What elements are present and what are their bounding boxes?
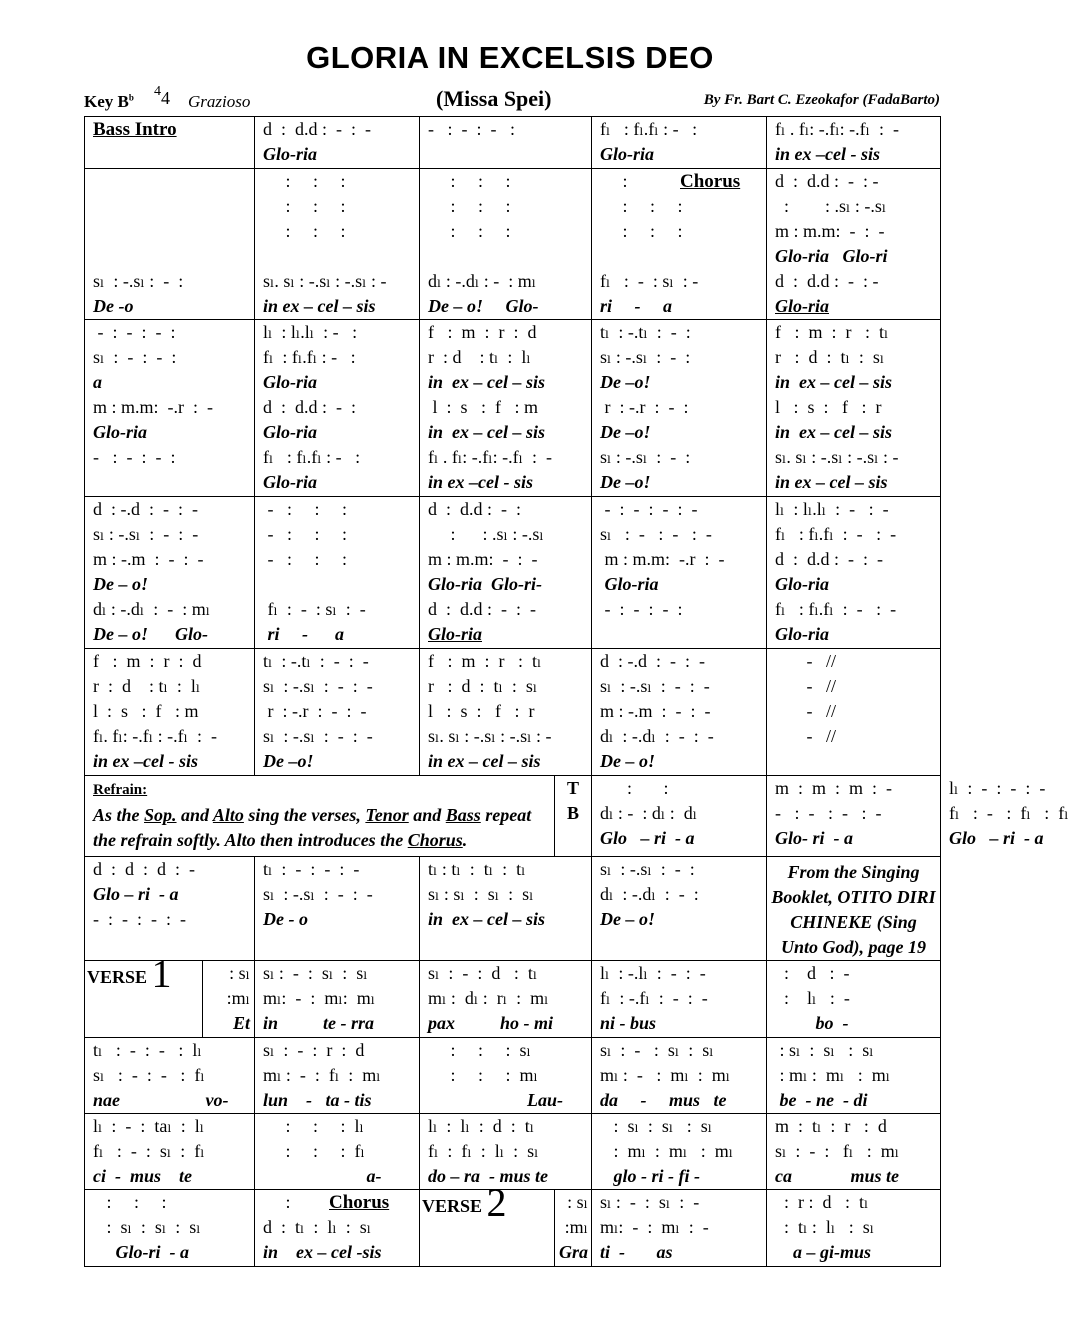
solfa-line: - // xyxy=(775,676,836,696)
solfa-line: sₗ : - : - : xyxy=(93,347,177,367)
solfa-line xyxy=(263,244,419,269)
solfa-line: sₗ : - : - : fₗ xyxy=(93,1065,205,1085)
score-cell xyxy=(420,857,592,961)
score-cell xyxy=(85,857,255,961)
solfa-line: d : d.d : - : - xyxy=(428,599,536,619)
solfa-line: - : - : - : xyxy=(600,599,683,619)
score-cell xyxy=(555,1190,592,1267)
score-cell xyxy=(420,117,592,169)
solfa-line xyxy=(93,219,254,244)
solfa-line: : sₗ xyxy=(224,963,250,983)
solfa-line xyxy=(93,244,254,269)
lyric-line: Et xyxy=(232,1013,250,1033)
score-cell xyxy=(420,649,592,776)
solfa-line: - : - : - : - xyxy=(775,803,882,823)
solfa-line: - : - : - : xyxy=(428,119,515,139)
score-header xyxy=(84,86,940,116)
lyric-line: Glo-ria Glo-ri xyxy=(775,246,888,266)
solfa-line: lₗ : lₗ.lₗ : - : - xyxy=(775,499,889,519)
page-title: GLORIA IN EXCELSIS DEO xyxy=(306,40,714,75)
solfa-line: - : - : - : xyxy=(93,322,176,342)
solfa-line: sₗ : -.sₗ : - : xyxy=(600,347,691,367)
score-cell xyxy=(255,320,420,497)
solfa-line: tₗ : tₗ : tₗ : tₗ xyxy=(428,859,526,879)
solfa-line: sₗ. sₗ : -.sₗ : -.sₗ : - xyxy=(775,447,899,467)
score-cell xyxy=(592,776,767,857)
solfa-line: - : : : xyxy=(263,499,347,519)
solfa-line: : : .sₗ : -.sₗ xyxy=(428,524,544,544)
solfa-line: : : : xyxy=(263,171,346,191)
solfa-line: sₗ : -.sₗ : - : - xyxy=(600,676,710,696)
lyric-line: De - o xyxy=(263,909,308,929)
score-row xyxy=(85,961,941,1038)
solfa-line: :mₗ xyxy=(560,1217,588,1237)
solfa-line: r : -.r : - : xyxy=(600,397,689,417)
lyric-line: Glo – ri - a xyxy=(93,884,179,904)
score-cell xyxy=(85,169,255,320)
solfa-line: mₗ : - : mₗ : mₗ xyxy=(600,1065,731,1085)
score-row xyxy=(85,117,941,169)
lyric-line: De – o! xyxy=(600,751,655,771)
solfa-line: fₗ. fₗ: -.fₗ : -.fₗ : - xyxy=(93,726,217,746)
lyric-line: Glo-ria xyxy=(775,624,829,644)
time-signature: $^4$4 xyxy=(154,84,170,108)
lyric-line: Glo-ria xyxy=(263,372,317,392)
solfa-line xyxy=(600,244,766,269)
score-cell xyxy=(203,961,255,1038)
bass-intro-label: Bass Intro xyxy=(93,119,177,140)
score-cell xyxy=(420,1114,592,1190)
lyric-line: Glo-ria xyxy=(93,422,147,442)
verse-2-label: VERSE 2 xyxy=(420,1190,555,1267)
solfa-line: : sₗ : sₗ : sₗ xyxy=(775,1040,874,1060)
solfa-score-table xyxy=(84,116,1069,1267)
lyric-line: in ex – cel -sis xyxy=(263,1242,382,1262)
solfa-line: : : : mₗ xyxy=(428,1065,538,1085)
score-cell xyxy=(767,169,941,320)
lyric-line: a- xyxy=(263,1166,382,1186)
solfa-line: tₗ : - : - : lₗ xyxy=(93,1040,202,1060)
score-cell xyxy=(420,169,592,320)
solfa-line: sₗ : - : d : tₗ xyxy=(428,963,538,983)
solfa-line: : sₗ xyxy=(562,1192,588,1212)
solfa-line: : lₗ : - xyxy=(775,988,850,1008)
solfa-line: m : -.m : - : - xyxy=(93,549,204,569)
solfa-line: r : d : tₗ : sₗ xyxy=(775,347,885,367)
score-cell xyxy=(767,1038,941,1114)
score-cell xyxy=(592,649,767,776)
solfa-line: r : -.r : - : - xyxy=(263,701,367,721)
score-row xyxy=(85,320,941,497)
score-row xyxy=(85,497,941,649)
lyric-line: De -o xyxy=(93,296,134,316)
lyric-line: in ex –cel - sis xyxy=(93,751,198,771)
lyric-line: in ex – cel – sis xyxy=(775,422,892,442)
solfa-line: d : d.d : - : - xyxy=(775,271,879,291)
solfa-line: fₗ : fₗ : lₗ : sₗ xyxy=(428,1141,539,1161)
score-cell xyxy=(420,961,592,1038)
chorus-marker: Chorus xyxy=(329,1192,390,1213)
lyric-line: Glo-ria xyxy=(600,574,659,594)
chorus-marker: Chorus xyxy=(680,171,741,192)
score-cell xyxy=(592,857,767,961)
score-row xyxy=(85,857,941,961)
lyric-line: De – o! Glo- xyxy=(93,624,208,644)
solfa-line: sₗ. sₗ : -.sₗ : -.sₗ : - xyxy=(263,271,387,291)
solfa-line: d : d.d : - : xyxy=(263,397,356,417)
solfa-line: sₗ : -.sₗ : - : - xyxy=(93,524,199,544)
solfa-line: d : d : d : - xyxy=(93,859,195,879)
solfa-line: fₗ : - : sₗ : - xyxy=(263,599,366,619)
lyric-line: in ex – cel – sis xyxy=(775,472,888,492)
solfa-line: d : d.d : - : - xyxy=(775,549,883,569)
tenor-bass-marker xyxy=(555,776,592,857)
solfa-line: lₗ : lₗ.lₗ : - : xyxy=(263,322,358,342)
lyric-line: in ex – cel – sis xyxy=(428,751,541,771)
solfa-line: : mₗ : mₗ : mₗ xyxy=(600,1141,734,1161)
solfa-line: dₗ : -.dₗ : - : mₗ xyxy=(93,599,211,619)
subtitle: (Missa Spei) xyxy=(436,86,552,111)
solfa-line: mₗ: - : mₗ : - xyxy=(600,1217,709,1237)
lyric-line: Glo-ria xyxy=(428,624,482,644)
score-row xyxy=(85,1190,941,1267)
lyric-line: Glo-ria xyxy=(263,422,317,442)
solfa-line: : d : - xyxy=(775,963,850,983)
solfa-line: m : m : m : - xyxy=(775,778,892,798)
lyric-line: Gra xyxy=(558,1242,588,1262)
solfa-line: dₗ : - : dₗ : dₗ xyxy=(600,803,698,823)
lyric-line: Lau- xyxy=(428,1090,563,1110)
solfa-line: dₗ : -.dₗ : - : xyxy=(600,884,699,904)
solfa-line: d : d.d : - : - xyxy=(775,171,879,191)
solfa-line: : mₗ : mₗ : mₗ xyxy=(775,1065,891,1085)
solfa-line: sₗ : -.sₗ : - : - xyxy=(263,676,373,696)
solfa-line: r : d : tₗ : sₗ xyxy=(428,676,538,696)
solfa-line: dₗ : -.dₗ : - : mₗ xyxy=(428,271,537,291)
solfa-line: : : : xyxy=(263,221,346,241)
solfa-line: m : -.m : - : - xyxy=(600,701,711,721)
solfa-line: : : : sₗ xyxy=(428,1040,531,1060)
solfa-line: tₗ : - : - : - xyxy=(263,859,360,879)
source-note: From the Singing Booklet, OTITO DIRI CHINEKE (Sing Unto God), page 19 xyxy=(767,857,941,961)
key-signature: Key $B^b$ xyxy=(84,92,134,111)
tenor-label: T xyxy=(566,778,579,798)
lyric-line: pax ho - mi xyxy=(428,1013,554,1033)
lyric-line: da - mus te xyxy=(600,1090,727,1110)
solfa-line: sₗ : sₗ : sₗ : sₗ xyxy=(428,884,534,904)
score-cell xyxy=(592,117,767,169)
solfa-line xyxy=(93,169,254,194)
solfa-line: : xyxy=(600,171,628,191)
solfa-line: lₗ : - : taₗ : lₗ xyxy=(93,1116,205,1136)
solfa-line: sₗ : - : sₗ : sₗ xyxy=(600,1040,714,1060)
solfa-line: m : m.m: - : - xyxy=(775,221,885,241)
lyric-line: Glo-ria xyxy=(775,296,829,316)
solfa-line: tₗ : -.tₗ : - : xyxy=(600,322,691,342)
verse-1-label: VERSE 1 xyxy=(85,961,203,1038)
solfa-line: mₗ : - : fₗ : mₗ xyxy=(263,1065,381,1085)
score-cell xyxy=(767,776,941,857)
solfa-line: fₗ : fₗ.fₗ : - : xyxy=(600,119,698,139)
solfa-line: m : m.m: - : - xyxy=(428,549,538,569)
solfa-line: d : d.d : - : - xyxy=(263,119,371,139)
solfa-line: m : tₗ : r : d xyxy=(775,1116,887,1136)
solfa-line: - : : : xyxy=(263,524,347,544)
score-row: Refrain: As the Sop. and Alto sing the verses, Tenor and Bass repeat the refrain softly. Alto then introduces the Chorus. T B : : dₗ : - : dₗ : dₗ Glo – ri - a m : m : m : - - : - : - : - Glo- ri - a lₗ : - : - : - fₗ : - : fₗ : fₗ Glo – ri - a xyxy=(85,776,941,857)
lyric-line: lun - ta - tis xyxy=(263,1090,372,1110)
score-cell xyxy=(85,117,255,169)
lyric-line: ti - as xyxy=(600,1242,673,1262)
solfa-line: fₗ : fₗ.fₗ : - : - xyxy=(775,599,897,619)
solfa-line: : : xyxy=(600,778,669,798)
solfa-line: r : d : tₗ : lₗ xyxy=(428,347,531,367)
solfa-line: - : - : - : - xyxy=(600,499,698,519)
solfa-line: f : m : r : d xyxy=(93,651,202,671)
solfa-line: - : - : - : - xyxy=(93,909,186,929)
lyric-line: Glo-ri - a xyxy=(93,1242,189,1262)
lyric-line: De – o! Glo- xyxy=(428,296,539,316)
score-cell xyxy=(85,649,255,776)
solfa-line: mₗ: - : mₗ: mₗ xyxy=(263,988,376,1008)
lyric-line: De – o! xyxy=(600,909,655,929)
solfa-line: sₗ : -.sₗ : - : xyxy=(93,271,184,291)
score-cell xyxy=(767,1190,941,1267)
solfa-line: m : m.m: -.r : - xyxy=(93,397,213,417)
solfa-line: : : : xyxy=(428,221,511,241)
solfa-line: lₗ : lₗ : d : tₗ xyxy=(428,1116,535,1136)
solfa-line: fₗ . fₗ: -.fₗ: -.fₗ : - xyxy=(775,119,899,139)
score-cell xyxy=(592,961,767,1038)
solfa-line xyxy=(263,572,419,597)
lyric-line: do – ra - mus te xyxy=(428,1166,549,1186)
solfa-line: : : : xyxy=(600,221,683,241)
refrain-instructions: Refrain: As the Sop. and Alto sing the verses, Tenor and Bass repeat the refrain softly. Alto then introduces the Chorus. xyxy=(85,776,555,857)
solfa-line: lₗ : -.lₗ : - : - xyxy=(600,963,706,983)
solfa-line: : r : d : tₗ xyxy=(775,1192,869,1212)
score-cell xyxy=(592,1190,767,1267)
lyric-line: De –o! xyxy=(600,422,651,442)
solfa-line: sₗ : - : - : - xyxy=(600,524,712,544)
solfa-line: fₗ : - : sₗ : - xyxy=(600,271,699,291)
solfa-line: l : s : f : r xyxy=(428,701,535,721)
solfa-line: f : m : r : tₗ xyxy=(428,651,542,671)
solfa-line: fₗ : -.fₗ : - : - xyxy=(600,988,708,1008)
lyric-line: ni - bus xyxy=(600,1013,657,1033)
solfa-line: d : -.d : - : - xyxy=(600,651,705,671)
solfa-line: : : : lₗ xyxy=(263,1116,364,1136)
score-cell xyxy=(85,497,255,649)
solfa-line xyxy=(93,194,254,219)
lyric-line: De –o! xyxy=(263,751,314,771)
solfa-line: d : -.d : - : - xyxy=(93,499,198,519)
lyric-line: Glo-ria Glo-ri- xyxy=(428,574,542,594)
solfa-line: : sₗ : sₗ : sₗ xyxy=(600,1116,713,1136)
lyric-line: ri - a xyxy=(600,296,672,316)
solfa-line xyxy=(428,244,591,269)
solfa-line: sₗ : - : fₗ : mₗ xyxy=(775,1141,900,1161)
score-cell xyxy=(767,497,941,649)
solfa-line: f : m : r : d xyxy=(428,322,537,342)
solfa-line: :mₗ xyxy=(222,988,250,1008)
lyric-line: De – o! xyxy=(93,574,148,594)
solfa-line: - : - : - : xyxy=(93,447,176,467)
solfa-line: sₗ. sₗ : -.sₗ : -.sₗ : - xyxy=(428,726,552,746)
score-row xyxy=(85,649,941,776)
score-row xyxy=(85,1038,941,1114)
lyric-line: in ex – cel – sis xyxy=(428,422,545,442)
lyric-line: bo - xyxy=(775,1013,849,1033)
score-cell xyxy=(420,497,592,649)
bass-label: B xyxy=(566,803,579,823)
solfa-line: l : s : f : m xyxy=(428,397,539,417)
solfa-line: - : : : xyxy=(263,549,347,569)
solfa-line: fₗ : fₗ.fₗ : - : - xyxy=(775,524,897,544)
score-cell xyxy=(255,857,420,961)
lyric-line: De –o! xyxy=(600,372,651,392)
score-cell xyxy=(592,1038,767,1114)
score-cell xyxy=(255,961,420,1038)
score-cell xyxy=(85,320,255,497)
solfa-line: fₗ : fₗ.fₗ : - : xyxy=(263,347,356,367)
tempo-marking: Grazioso xyxy=(188,92,251,111)
solfa-line: sₗ : - : sₗ : sₗ xyxy=(263,963,368,983)
lyric-line: a xyxy=(93,372,102,392)
solfa-line: sₗ : -.sₗ : - : xyxy=(600,447,691,467)
score-cell xyxy=(592,169,767,320)
solfa-line: mₗ : dₗ : rₗ : mₗ xyxy=(428,988,549,1008)
lyric-line: ri - a xyxy=(263,624,344,644)
lyric-line: in ex –cel - sis xyxy=(775,144,880,164)
solfa-line: sₗ : - : sₗ : - xyxy=(600,1192,700,1212)
solfa-line: : : : fₗ xyxy=(263,1141,365,1161)
lyric-line: Glo-ria xyxy=(263,144,317,164)
solfa-line: l : s : f : r xyxy=(775,397,882,417)
solfa-line: sₗ : -.sₗ : - : - xyxy=(263,884,373,904)
score-cell xyxy=(255,117,420,169)
solfa-line: f : m : r : tₗ xyxy=(775,322,889,342)
score-cell xyxy=(255,169,420,320)
score-cell xyxy=(255,1190,420,1267)
score-cell xyxy=(255,497,420,649)
lyric-line: in ex – cel – sis xyxy=(428,372,545,392)
solfa-line: dₗ : -.dₗ : - : - xyxy=(600,726,714,746)
solfa-line: : : : xyxy=(600,196,683,216)
score-cell xyxy=(420,320,592,497)
lyric-line: nae vo- xyxy=(93,1090,229,1110)
lyric-line: Glo- ri - a xyxy=(775,828,853,848)
solfa-line: sₗ : -.sₗ : - : xyxy=(600,859,695,879)
solfa-line: fₗ . fₗ: -.fₗ: -.fₗ : - xyxy=(428,447,552,467)
score-cell xyxy=(255,1114,420,1190)
solfa-line: - // xyxy=(775,701,836,721)
solfa-line: : : : xyxy=(93,1192,167,1212)
score-cell xyxy=(85,1190,255,1267)
score-cell xyxy=(767,649,941,776)
composer: By Fr. Bart C. Ezeokafor (FadaBarto) xyxy=(703,92,940,108)
score-cell xyxy=(255,1038,420,1114)
solfa-line: d : d.d : - : xyxy=(428,499,521,519)
lyric-line: glo - ri - fi - xyxy=(600,1166,700,1186)
lyric-line: ca mus te xyxy=(775,1166,899,1186)
solfa-line: r : d : tₗ : lₗ xyxy=(93,676,201,696)
solfa-line: l : s : f : m xyxy=(93,701,199,721)
score-cell xyxy=(592,320,767,497)
score-cell xyxy=(85,1038,255,1114)
solfa-line: : xyxy=(263,1192,291,1212)
lyric-line: in ex – cel – sis xyxy=(775,372,892,392)
solfa-line: m : m.m: -.r : - xyxy=(600,549,725,569)
lyric-line: be - ne - di xyxy=(775,1090,868,1110)
solfa-line: : : .sₗ : -.sₗ xyxy=(775,196,887,216)
score-cell xyxy=(420,1038,592,1114)
solfa-line: : : : xyxy=(263,196,346,216)
refrain-title: Refrain: xyxy=(93,782,148,798)
score-cell xyxy=(767,1114,941,1190)
solfa-line: : sₗ : sₗ : sₗ xyxy=(93,1217,201,1237)
lyric-line: Glo-ria xyxy=(775,574,829,594)
score-cell xyxy=(592,1114,767,1190)
solfa-line: - // xyxy=(775,726,836,746)
score-cell xyxy=(767,117,941,169)
solfa-line: : : : xyxy=(428,196,511,216)
lyric-line: Glo-ria xyxy=(263,472,317,492)
solfa-line: fₗ : - : sₗ : fₗ xyxy=(93,1141,205,1161)
score-cell xyxy=(767,961,941,1038)
lyric-line: in ex – cel – sis xyxy=(263,296,376,316)
score-cell xyxy=(255,649,420,776)
solfa-line: tₗ : -.tₗ : - : - xyxy=(263,651,369,671)
solfa-line: d : tₗ : lₗ : sₗ xyxy=(263,1217,372,1237)
lyric-line: Glo-ria xyxy=(600,144,654,164)
solfa-line: sₗ : - : r : d xyxy=(263,1040,365,1060)
solfa-line: - // xyxy=(775,651,836,671)
lyric-line: in ex – cel – sis xyxy=(428,909,545,929)
lyric-line: in ex –cel - sis xyxy=(428,472,533,492)
score-row xyxy=(85,169,941,320)
solfa-line: sₗ : -.sₗ : - : - xyxy=(263,726,373,746)
score-cell xyxy=(767,320,941,497)
lyric-line: a – gi-mus xyxy=(775,1242,872,1262)
score-row xyxy=(85,1114,941,1190)
lyric-line: Glo – ri - a xyxy=(600,828,695,848)
score-cell xyxy=(85,1114,255,1190)
solfa-line: fₗ : fₗ.fₗ : - : xyxy=(263,447,361,467)
lyric-line: De –o! xyxy=(600,472,651,492)
lyric-line: in te - rra xyxy=(263,1013,375,1033)
score-cell xyxy=(592,497,767,649)
solfa-line: : tₗ : lₗ : sₗ xyxy=(775,1217,875,1237)
solfa-line: : : : xyxy=(428,171,511,191)
lyric-line: ci - mus te xyxy=(93,1166,192,1186)
